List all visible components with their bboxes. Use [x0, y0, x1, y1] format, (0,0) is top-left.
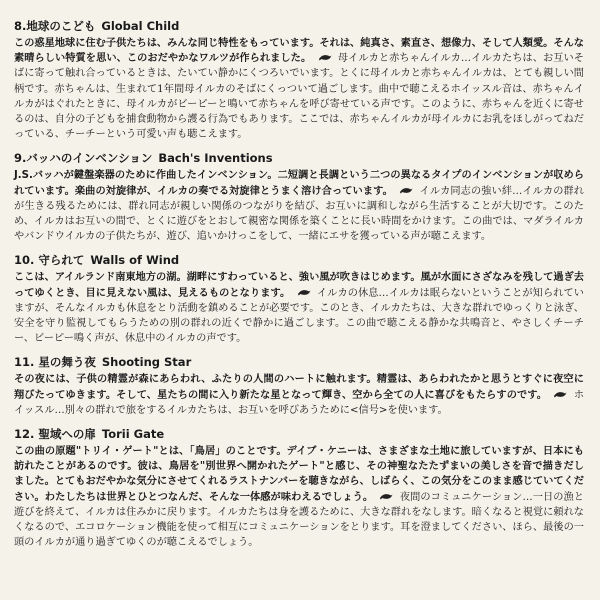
track-description: [14, 36, 584, 142]
dolphin-icon: [318, 53, 332, 62]
track-description-dolphin: 母イルカと赤ちゃんイルカ…イルカたちは、お互いそばに寄って触れ合っているときは、たいてい静かにくつろいでいます。とくに母イルカと赤ちゃんイルカは、とても親しい間柄です。赤ちゃんは、生まれて1年間母イルカのそばにくっついて過ごします。曲中で聴こえるホイッスル音は、赤ちゃんイルカがはぐれたときに、母イルカがビーピーと鳴いて赤ちゃんを呼び寄せている声です。このように、赤ちゃんを近くに寄せるのは、自分の子どもを捕食動物から護る行為でもあります。ここでは、赤ちゃんイルカが母イルカにお乳をほしがってねだっている、チーチーという可愛い声も聴こえます。: [14, 53, 584, 141]
track-title-jp: 10. 守られて: [14, 253, 85, 268]
track-heading: [14, 426, 584, 442]
track-description-main: この曲の原題"トリイ・ゲート"とは、「鳥居」のことです。デイブ・ケニーは、さまざまな土地に旅していますが、日本にも訪れたことがあるのです。彼は、鳥居を"別世界へ開かれたゲート"と感じ、その神聖なたたずまいの美しさを音で描きだしました。とてもおだやかな気分にさせてくれるラストナンバーを聴きながら、しばらく、この気分をこのまま感じていてください。わたしたちは世界とひとつなんだ、そんな一体感が味わえるでしょう。: [14, 446, 584, 503]
track-section-11: [14, 354, 584, 418]
track-title-en: Walls of Wind: [90, 253, 180, 268]
track-heading: [14, 252, 584, 268]
track-section-9: [14, 150, 584, 244]
dolphin-icon: [399, 186, 413, 195]
track-description: [14, 270, 584, 346]
track-section-12: [14, 426, 584, 550]
track-title-jp: 11. 星の舞う夜: [14, 355, 96, 370]
track-heading: [14, 150, 584, 166]
track-description-dolphin: ホイッスル…別々の群れで旅をするイルカたちは、お互いを呼びあうために<信号>を使います。: [14, 389, 584, 416]
dolphin-icon: [553, 390, 567, 399]
track-description: [14, 372, 584, 418]
track-description: [14, 444, 584, 550]
track-description-dolphin: 夜間のコミュニケーション…一日の漁と遊びを終えて、イルカは住みかに戻ります。イルカたちは身を護るために、大きな群れをなします。暗くなると視覚に頼れなくなるので、エコロケーション機能を使って相互にコミュニケーションをとります。耳を澄ましてください、ほら、最後の一頭のイルカが通り過ぎてゆくのが聴こえるでしょう。: [14, 491, 584, 549]
track-description-main: ここは、アイルランド南東地方の湖。湖畔にすわっていると、強い風が吹きはじめます。風が水面にさざなみを残して過ぎ去ってゆくとき、目に見えない風は、見えるものとなります。: [14, 272, 584, 299]
track-description-main: その夜には、子供の精霊が森にあらわれ、ふたりの人間のハートに触れます。精霊は、あらわれたかと思うとすぐに夜空に翔びたってゆきます。そして、星たちの間に入り新たな星となって輝き、空から全ての人に喜びをもたらすのです。: [14, 374, 584, 401]
track-title-jp: 9.バッハのインベンション: [14, 151, 153, 166]
track-title-en: Global Child: [101, 19, 180, 33]
track-section-10: [14, 252, 584, 346]
track-title-jp: 8.地球のこども: [14, 19, 96, 33]
track-heading: [14, 354, 584, 370]
track-title-en: Bach's Inventions: [158, 151, 273, 166]
track-description-main: J.S.バッハが鍵盤楽器のために作曲したインベンション。二短調と長調という二つの異なるタイプのインベンションが収められています。楽曲の対旋律が、イルカの奏でる対旋律とうまく溶け合っています。: [14, 170, 584, 197]
track-heading: [14, 18, 584, 34]
track-title-en: Shooting Star: [101, 355, 192, 370]
track-title-jp: 12. 聖域への扉: [14, 427, 96, 442]
track-description-main: この惑星地球に住む子供たちは、みんな同じ特性をもっています。それは、純真さ、素直さ、想像力、そして人類愛。そんな素晴らしい特質を思い、このおだやかなワルツが作られました。: [14, 38, 584, 65]
track-description-dolphin: イルカ同志の強い絆…イルカの群れが生きる残るためには、群れ同志が親しい関係のつながりを結び、お互いに調和しながら生活することが大切です。このため、イルカはお互いの間で、とくに遊びをとおして親密な関係を築くことに長い時間をかけます。この曲では、マダライルカやバンドウイルカの子供たちが、遊び、追いかけっこをして、一緒にエサを獲っている声が聴こえます。: [14, 185, 584, 243]
track-title-en: Torii Gate: [101, 427, 165, 442]
track-description-dolphin: イルカの休息…イルカは眠らないということが知られていますが、そんなイルカも休息をとり活動を鎮めることが必要です。このとき、イルカたちは、大きな群れでゆっくりと泳ぎ、安全を守り監視してもらうための別の群れの近くで静かに過ごします。この曲で聴こえる静かな共鳴音と、やさしくチーチー、ビーピー鳴く声が、休息中のイルカの声です。: [14, 287, 584, 345]
track-section-8: [14, 18, 584, 142]
dolphin-icon: [297, 288, 311, 297]
dolphin-icon: [379, 492, 393, 501]
track-description: [14, 168, 584, 244]
